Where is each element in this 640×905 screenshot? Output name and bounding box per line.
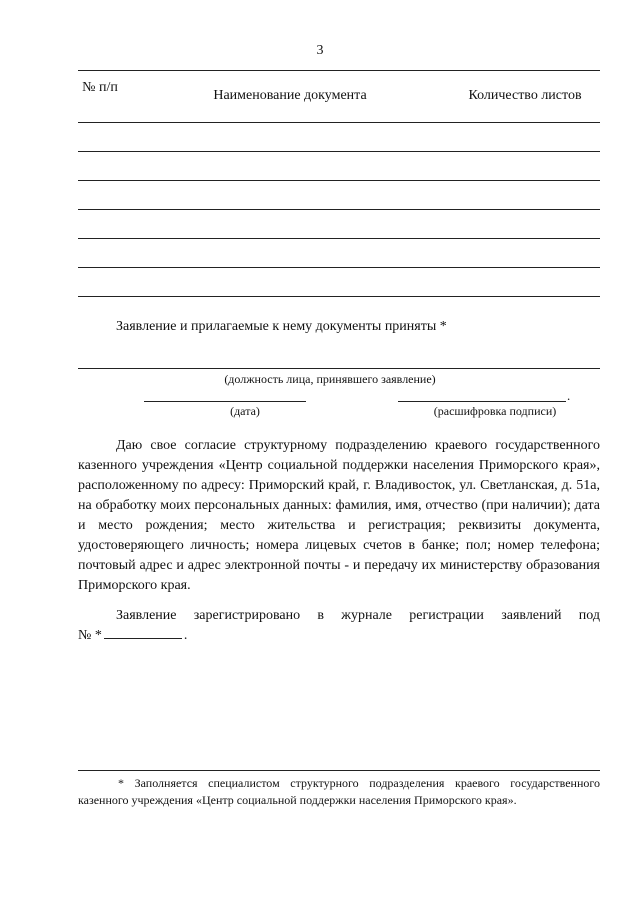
table-row-line: [78, 238, 600, 239]
signature-period: .: [567, 388, 571, 403]
consent-paragraph: Даю свое согласие структурному подразделению краевого государственного казенного учреждения «Центр социальной поддержки населения Приморского края», расположенному по адресу: Приморский край, г. Владивосток, ул. Светланская, д. 51а, на обработку моих персональных данных: фамилия, имя, отчество (при наличии); дата и место рождения; место жительства и регистрация; реквизиты документа, удостоверяющего личность; номера лицевых счетов в банке; пол; номер телефона; почтовый адрес и адрес электронной почты - и передачу их министерству образования Приморского края.: [78, 438, 600, 593]
column-header-number: № п/п: [82, 80, 118, 95]
registration-number-blank: [104, 626, 182, 639]
table-top-border: [78, 70, 600, 71]
date-line: [144, 401, 306, 402]
signature-transcript-line: [398, 401, 566, 402]
footnote-separator: [78, 770, 600, 771]
registration-text: Заявление зарегистрировано в журнале регистрации заявлений под: [116, 608, 600, 623]
table-bottom-border: [78, 296, 600, 297]
registration-number-suffix: .: [183, 628, 188, 643]
table-row-line: [78, 151, 600, 152]
position-caption: (должность лица, принявшего заявление): [224, 372, 436, 386]
registration-number-line: [78, 626, 187, 646]
table-row-line: [78, 267, 600, 268]
footnote: * Заполняется специалистом структурного подразделения краевого государственного казенного учреждения «Центр социальной поддержки населения Приморского края».: [78, 776, 600, 807]
date-caption: (дата): [230, 404, 260, 418]
column-header-document-name: Наименование документа: [213, 88, 367, 103]
documents-accepted-text: Заявление и прилагаемые к нему документы приняты *: [116, 319, 447, 334]
page-number: 3: [316, 43, 324, 58]
table-row-line: [78, 209, 600, 210]
table-header-border: [78, 122, 600, 123]
position-signature-line: [78, 368, 600, 369]
registration-number-prefix: № *: [78, 628, 102, 643]
signature-caption: (расшифровка подписи): [433, 404, 557, 418]
table-row-line: [78, 180, 600, 181]
column-header-page-count: Количество листов: [468, 88, 582, 103]
